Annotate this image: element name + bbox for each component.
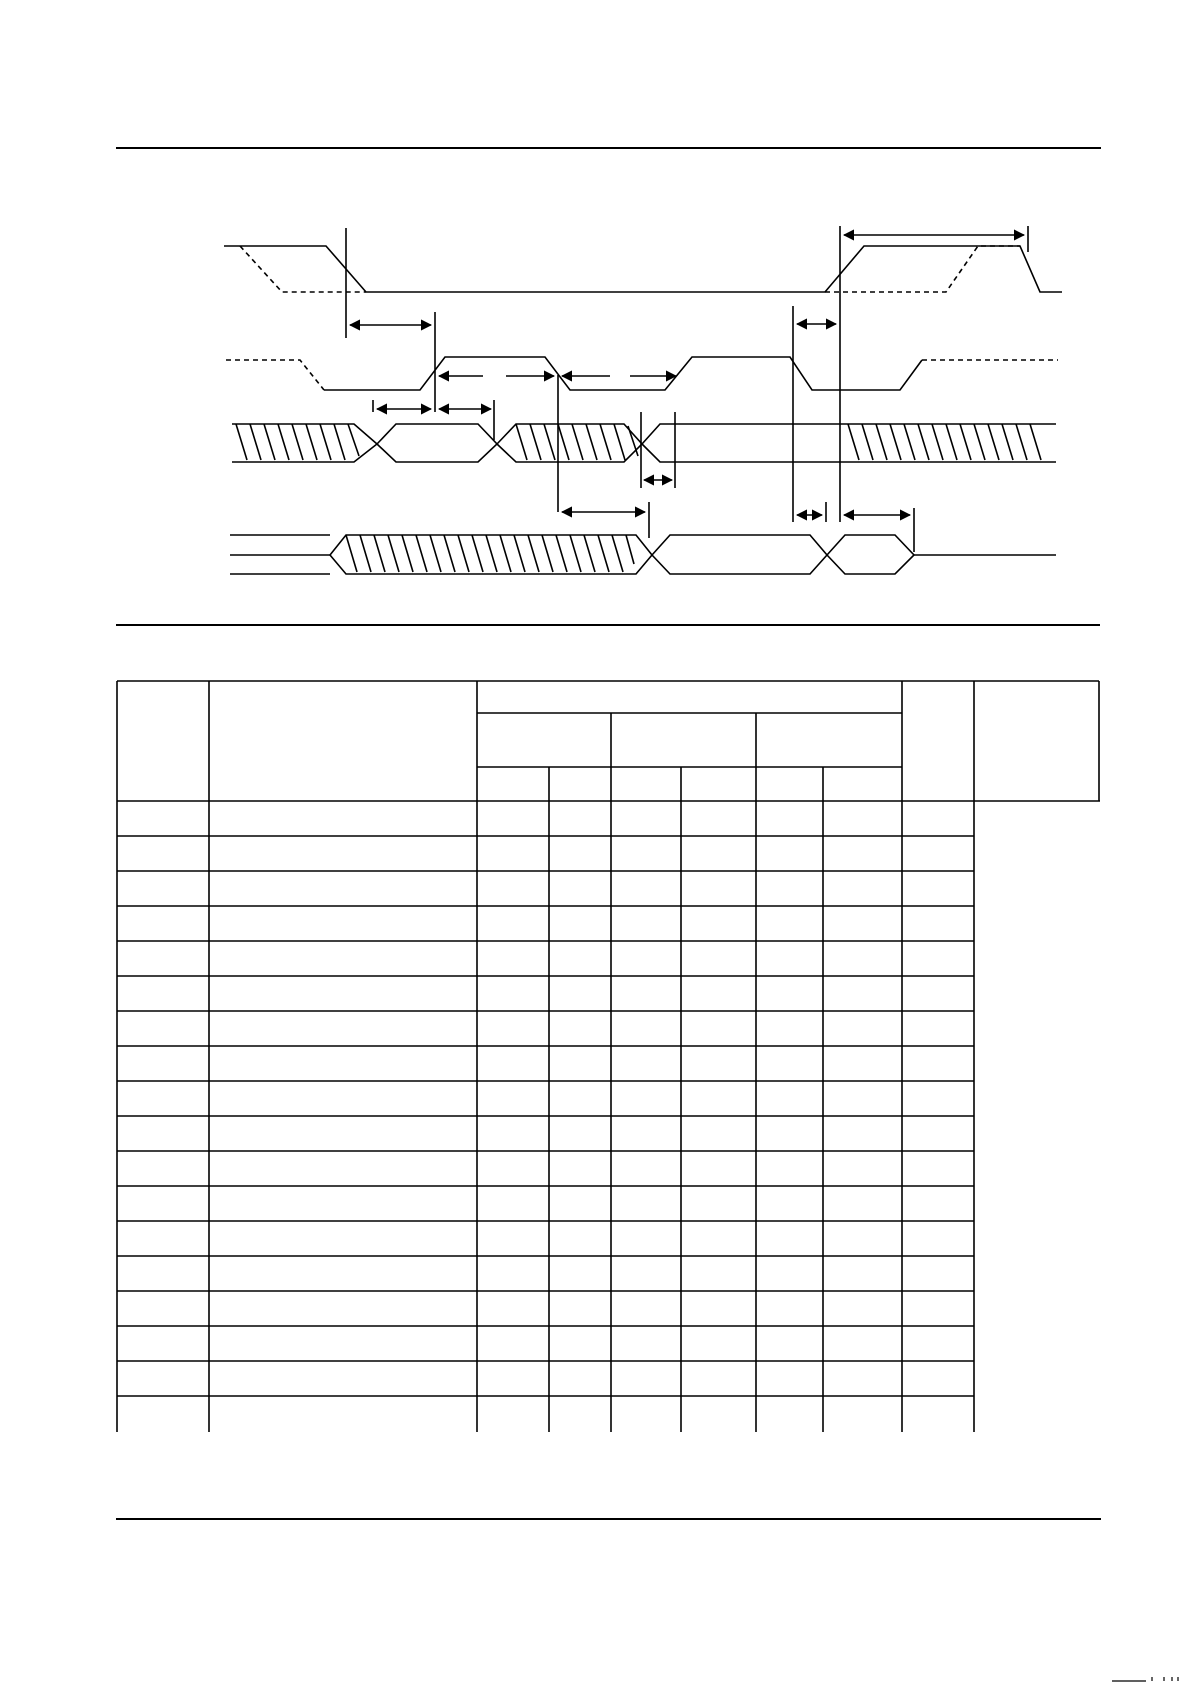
signal-1-waveform	[224, 246, 1062, 292]
spec-table	[116, 680, 1100, 1432]
middle-rule	[116, 624, 1100, 626]
timing-interval-arrows	[350, 235, 1024, 515]
spec-table-grid	[116, 680, 1100, 1432]
signal-3-hatch-2	[516, 424, 638, 460]
signal-3-hatch-3	[848, 424, 1041, 460]
signal-3-waveform	[232, 424, 1056, 462]
timing-diagram	[0, 0, 1192, 620]
signal-4-waveform	[230, 535, 1056, 574]
signal-2-waveform	[226, 357, 1058, 390]
bottom-rule	[116, 1518, 1101, 1520]
timing-reference-lines	[346, 226, 1028, 552]
signal-4-hatch	[346, 535, 634, 572]
signal-3-hatch-1	[236, 424, 359, 460]
footer-mark	[1112, 1676, 1182, 1682]
